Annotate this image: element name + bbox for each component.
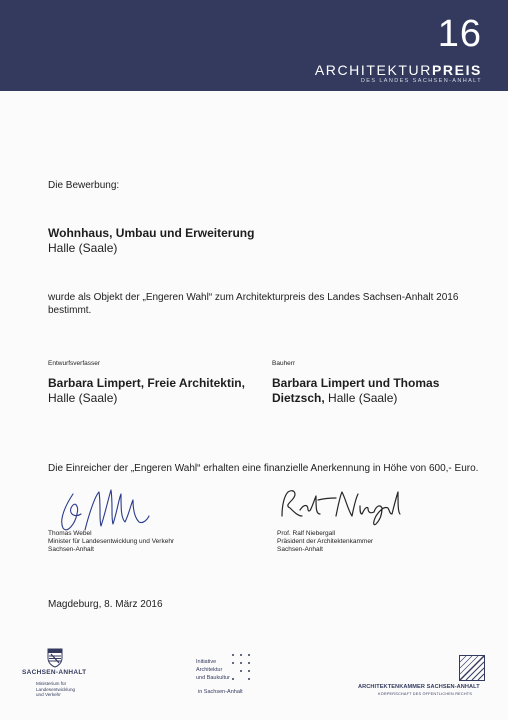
- initiative-line-1: Initiative: [196, 659, 217, 665]
- client-name-line-2: [272, 391, 397, 406]
- ministry-line-1: Ministerium für: [36, 681, 67, 686]
- award-title-bold: PREIS: [431, 62, 482, 78]
- award-title: [315, 62, 482, 78]
- place-date: Magdeburg, 8. März 2016: [48, 599, 163, 610]
- initiative-logo-text: [196, 658, 230, 682]
- award-title-light: ARCHITEKTUR: [314, 62, 432, 78]
- sachsen-anhalt-ministry: [36, 681, 75, 698]
- signature-right: [276, 486, 406, 530]
- award-note: Die Einreicher der „Engeren Wahl“ erhalten eine finanzielle Anerkennung in Höhe von 600,- Euro.: [48, 463, 479, 474]
- ministry-line-3: und Verkehr: [36, 692, 61, 698]
- signatory-left-name: Thomas Webel: [48, 530, 92, 537]
- client-city: Halle (Saale): [324, 391, 398, 405]
- ministry-line-2: Landesentwicklung: [36, 686, 76, 692]
- signatory-right-role-1: Präsident der Architektenkammer: [277, 538, 374, 545]
- intro-text: Die Bewerbung:: [48, 180, 120, 191]
- initiative-line-3: und Baukultur: [196, 675, 230, 681]
- project-location: Halle (Saale): [48, 241, 118, 255]
- statement-line-1: wurde als Objekt der „Engeren Wahl“ zum Architekturpreis des Landes Sachsen-Anhalt 2016: [48, 292, 459, 303]
- initiative-line-2: Architektur: [196, 667, 223, 673]
- initiative-subtitle: in Sachsen-Anhalt: [198, 689, 243, 695]
- sachsen-anhalt-logo-text: SACHSEN-ANHALT: [22, 669, 87, 676]
- client-name-line-1: Barbara Limpert und Thomas: [272, 376, 440, 390]
- signature-left: [55, 484, 155, 536]
- signatory-right-role-2: Sachsen-Anhalt: [277, 546, 323, 553]
- designer-name: Barbara Limpert, Freie Architektin,: [48, 376, 245, 390]
- signatory-right-name: Prof. Ralf Niebergall: [277, 530, 336, 537]
- statement-line-2: bestimmt.: [48, 305, 92, 316]
- signatory-left-role-1: Minister für Landesentwicklung und Verkehr: [48, 538, 175, 545]
- architektenkammer-name: ARCHITEKTENKAMMER SACHSEN-ANHALT: [358, 684, 480, 690]
- project-title: Wohnhaus, Umbau und Erweiterung: [48, 226, 255, 240]
- initiative-dots-icon: [232, 654, 254, 686]
- designer-label: Entwurfsverfasser: [48, 360, 101, 367]
- edition-number: 16: [437, 13, 482, 55]
- client-name-line-2-bold: Dietzsch,: [272, 391, 325, 405]
- designer-city: Halle (Saale): [48, 391, 118, 405]
- award-subtitle: DES LANDES SACHSEN-ANHALT: [360, 78, 482, 84]
- architektenkammer-subtitle: KÖRPERSCHAFT DES ÖFFENTLICHEN RECHTS: [378, 692, 473, 696]
- client-label: Bauherr: [272, 360, 296, 367]
- signatory-left-role-2: Sachsen-Anhalt: [48, 546, 94, 553]
- architektenkammer-logo-icon: [459, 655, 485, 681]
- saxony-anhalt-coat-of-arms-icon: [47, 648, 63, 668]
